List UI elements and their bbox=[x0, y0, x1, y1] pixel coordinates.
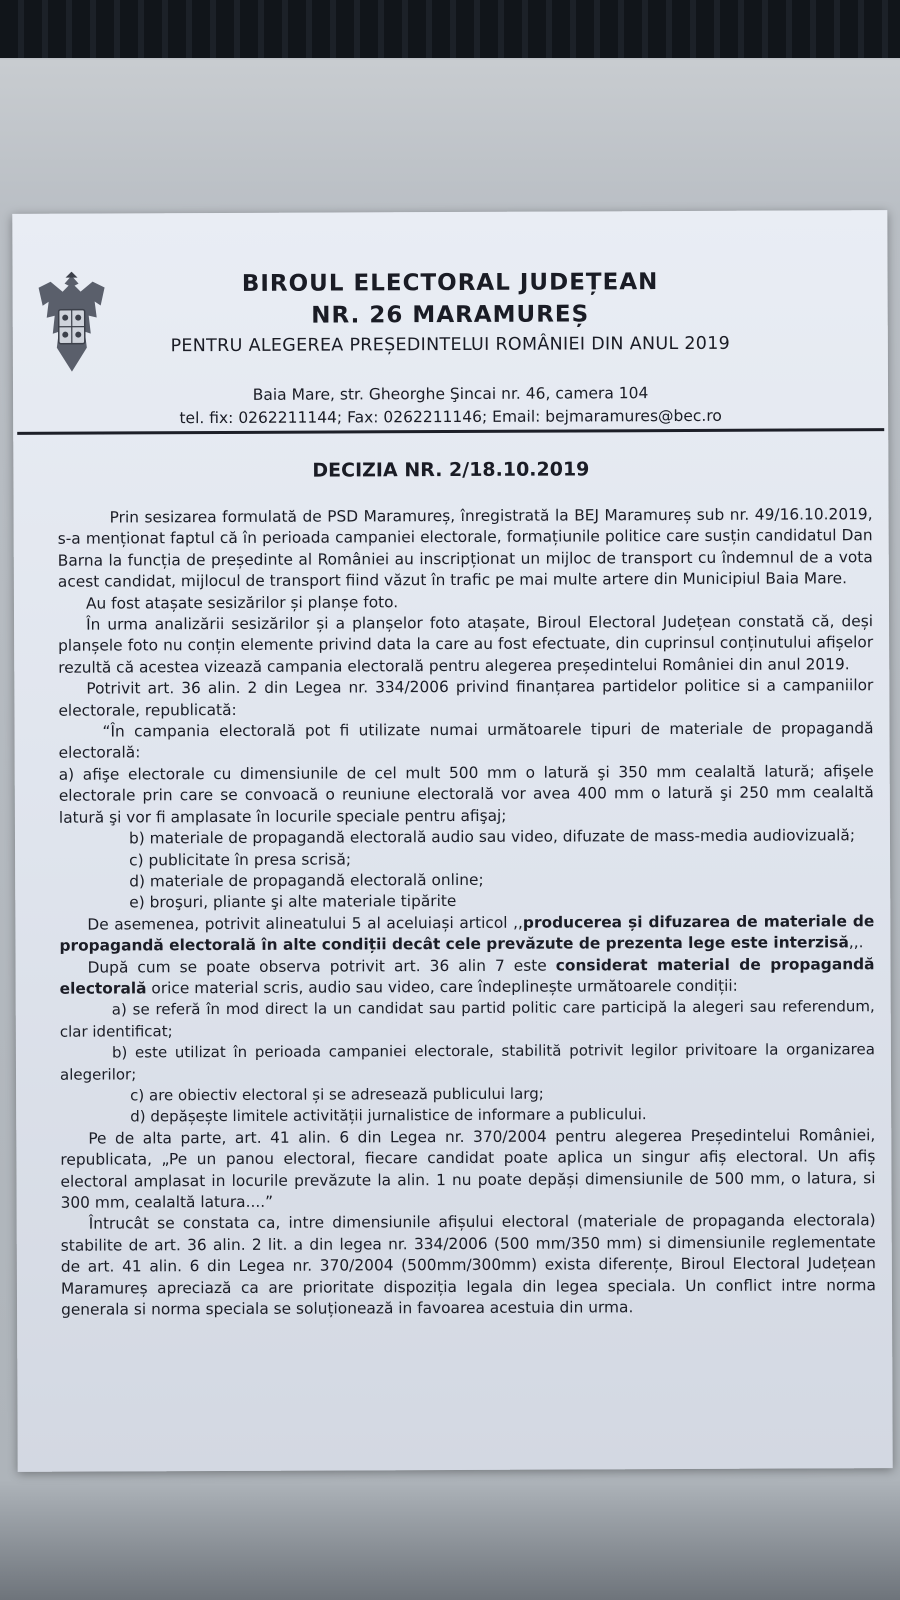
header-line-2: NR. 26 MARAMUREȘ bbox=[311, 301, 590, 329]
paragraph-8: Întrucât se constata ca, intre dimensiunile afișului electoral (materiale de propaganda electorala) stabilite de art. 36 alin. 2 lit. a din legea nr. 334/2006 (500 mm/350 mm) si dimensiunile reglementate de art. 41 alin. 6 din Legea nr. 370/2004 (500mm/300mm) exista diferențe, Biroul Electoral Județean Maramureș apreciază ca are prioritate dispoziția legala din legea speciala. Un conflict intre norma generala si norma speciala se soluționează in favoarea acestuia din urma. bbox=[60, 1211, 876, 1319]
quote-item-b: b) materiale de propagandă electorală audio sau video, difuzate de mass-media audiovizuală; bbox=[128, 826, 856, 848]
quote-intro: “În campania electorală pot fi utilizate numai următoarele tipuri de materiale de propagandă electorală: bbox=[58, 719, 874, 763]
document-sheet bbox=[12, 210, 892, 1472]
document-body bbox=[58, 504, 877, 1321]
paragraph-4: Potrivit art. 36 alin. 2 din Legea nr. 334/2006 privind finanțarea partidelor politice si a campaniilor electorale, republicată: bbox=[58, 676, 874, 720]
condition-b bbox=[60, 1039, 875, 1085]
background-dark-strip bbox=[0, 0, 900, 58]
header-rule bbox=[17, 428, 884, 435]
address-line: Baia Mare, str. Gheorghe Şincai nr. 46, camera 104 bbox=[252, 384, 649, 404]
contact-line: tel. fix: 0262211144; Fax: 0262211146; Email: bejmaramures@bec.ro bbox=[179, 406, 722, 428]
paragraph-5 bbox=[59, 911, 874, 957]
decision-title: DECIZIA NR. 2/18.10.2019 bbox=[312, 458, 590, 482]
quote-item-c: c) publicitate în presa scrisă; bbox=[129, 849, 352, 869]
condition-a bbox=[60, 997, 875, 1043]
paragraph-3: În urma analizării sesizărilor și a planșelor foto atașate, Biroul Electoral Județean constată că, deși planșele foto nu conțin elemente privind data la care au fost efectuate, din cuprinsul conținutului afișelor rezultă că acestea vizează campania electorală pentru alegerea președintelui României din anul 2019. bbox=[58, 612, 874, 677]
header-line-1: BIROUL ELECTORAL JUDEȚEAN bbox=[241, 269, 659, 297]
paragraph-6-post: orice material scris, audio sau video, care îndeplinește următoarele condiții: bbox=[146, 976, 738, 998]
quote-item-d: d) materiale de propagandă electorală online; bbox=[129, 870, 484, 891]
paragraph-5-pre: De asemenea, potrivit alineatului 5 al aceluiași articol ,, bbox=[87, 913, 523, 934]
paragraph-6-bold: considerat material de propagandă electorală bbox=[59, 954, 875, 998]
paragraph-5-post: ,,. bbox=[848, 933, 864, 952]
paragraph-2: Au fost atașate sesizărilor și planșe foto. bbox=[85, 592, 399, 613]
quote-item-e: e) broşuri, pliante şi alte materiale tipărite bbox=[129, 892, 457, 912]
condition-a-text: a) se referă în mod direct la un candidat sau partid politic care participă la alegeri sau referendum, clar identificat; bbox=[59, 997, 875, 1041]
paragraph-5-bold: producerea și difuzarea de materiale de propagandă electorală în alte condiții decât cele prevăzute de prezenta lege este interzisă bbox=[59, 911, 875, 955]
quote-item-a: a) afişe electorale cu dimensiunile de cel mult 500 mm o latură şi 350 mm cealaltă latură; afişele electorale prin care se convoacă o reuniune electorală vor avea 400 mm o latură şi 250 mm cealaltă latură şi vor fi amplasate în locurile speciale pentru afişaj; bbox=[58, 762, 874, 827]
paragraph-7: Pe de alta parte, art. 41 alin. 6 din Legea nr. 370/2004 pentru alegerea Președintelui României, republicata, „Pe un panou electoral, fiecare candidat poate aplica un singur afiș electoral. Un afiș electoral amplasat in locurile prevăzute la alin. 1 nu poate depăși dimensiunile de 500 mm, o latura, si 300 mm, cealaltă latura....” bbox=[60, 1125, 876, 1212]
paragraph-6 bbox=[60, 954, 875, 1000]
condition-c: c) are obiectiv electoral și se adresează publicului larg; bbox=[130, 1084, 544, 1105]
header-line-3: PENTRU ALEGEREA PREȘEDINTELUI ROMÂNIEI DIN ANUL 2019 bbox=[170, 333, 731, 357]
paragraph-1: Prin sesizarea formulată de PSD Maramureș, înregistrată la BEJ Maramureș sub nr. 49/16.10.2019, s-a menționat faptul că în perioada campaniei electorale, formațiunile politice care susțin candidatul Dan Barna la funcția de președinte al României au inscripționat un mijloc de transport cu îndemnul de a vota acest candidat, mijlocul de transport fiind văzut în trafic pe mai multe artere din Municipiul Baia Mare. bbox=[57, 505, 873, 591]
paragraph-6-pre: După cum se poate observa potrivit art. 36 alin 7 este bbox=[87, 956, 556, 977]
condition-b-text: b) este utilizat în perioada campaniei electorale, stabilită potrivit legilor privitoare la organizarea alegerilor; bbox=[59, 1040, 875, 1084]
condition-d: d) depășește limitele activității jurnalistice de informare a publicului. bbox=[130, 1105, 647, 1126]
